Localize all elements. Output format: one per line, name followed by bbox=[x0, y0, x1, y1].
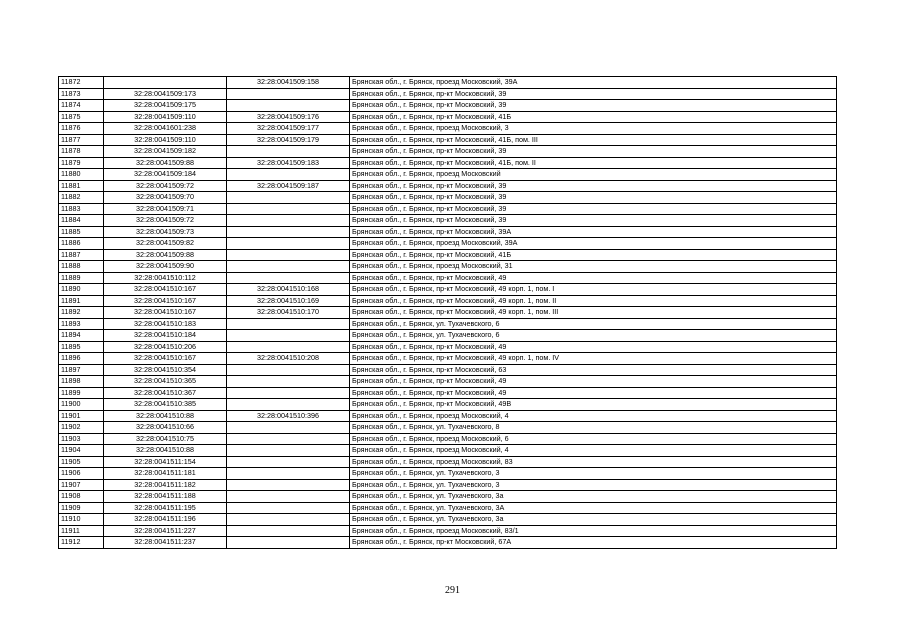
table-row bbox=[59, 387, 837, 399]
row-number-cell: 11897 bbox=[59, 364, 104, 376]
table-row bbox=[59, 479, 837, 491]
table-row bbox=[59, 203, 837, 215]
row-number-cell: 11892 bbox=[59, 307, 104, 319]
address-cell: Брянская обл., г. Брянск, ул. Тухачевского, 6 bbox=[350, 330, 837, 342]
parcel-number-cell: 32:28:0041510:88 bbox=[104, 445, 227, 457]
parcel-number-cell: 32:28:0041509:72 bbox=[104, 180, 227, 192]
address-cell: Брянская обл., г. Брянск, проезд Московский, 4 bbox=[350, 410, 837, 422]
address-cell: Брянская обл., г. Брянск, проезд Московский, 3 bbox=[350, 123, 837, 135]
table-row bbox=[59, 353, 837, 365]
parcel-number-cell: 32:28:0041509:70 bbox=[104, 192, 227, 204]
object-number-cell bbox=[227, 376, 350, 388]
parcel-number-cell: 32:28:0041510:206 bbox=[104, 341, 227, 353]
address-cell: Брянская обл., г. Брянск, проезд Московский, 83 bbox=[350, 456, 837, 468]
row-number-cell: 11873 bbox=[59, 88, 104, 100]
parcel-number-cell: 32:28:0041509:73 bbox=[104, 226, 227, 238]
object-number-cell bbox=[227, 422, 350, 434]
row-number-cell: 11872 bbox=[59, 77, 104, 89]
address-cell: Брянская обл., г. Брянск, пр-кт Московский, 39 bbox=[350, 203, 837, 215]
parcel-number-cell: 32:28:0041510:367 bbox=[104, 387, 227, 399]
parcel-number-cell: 32:28:0041510:88 bbox=[104, 410, 227, 422]
object-number-cell: 32:28:0041510:208 bbox=[227, 353, 350, 365]
object-number-cell bbox=[227, 537, 350, 549]
table-row bbox=[59, 537, 837, 549]
row-number-cell: 11898 bbox=[59, 376, 104, 388]
object-number-cell bbox=[227, 215, 350, 227]
parcel-number-cell: 32:28:0041510:167 bbox=[104, 307, 227, 319]
parcel-number-cell: 32:28:0041509:88 bbox=[104, 157, 227, 169]
parcel-number-cell: 32:28:0041511:188 bbox=[104, 491, 227, 503]
parcel-number-cell: 32:28:0041510:167 bbox=[104, 295, 227, 307]
object-number-cell bbox=[227, 445, 350, 457]
table-row bbox=[59, 341, 837, 353]
row-number-cell: 11888 bbox=[59, 261, 104, 273]
table-row bbox=[59, 318, 837, 330]
object-number-cell bbox=[227, 249, 350, 261]
address-cell: Брянская обл., г. Брянск, пр-кт Московский, 49 bbox=[350, 387, 837, 399]
parcel-number-cell: 32:28:0041509:182 bbox=[104, 146, 227, 158]
table-row bbox=[59, 238, 837, 250]
address-cell: Брянская обл., г. Брянск, проезд Московский, 6 bbox=[350, 433, 837, 445]
address-cell: Брянская обл., г. Брянск, пр-кт Московский, 63 bbox=[350, 364, 837, 376]
object-number-cell bbox=[227, 203, 350, 215]
parcel-number-cell: 32:28:0041511:227 bbox=[104, 525, 227, 537]
parcel-number-cell: 32:28:0041510:183 bbox=[104, 318, 227, 330]
parcel-number-cell: 32:28:0041511:196 bbox=[104, 514, 227, 526]
table-row bbox=[59, 456, 837, 468]
table-row bbox=[59, 410, 837, 422]
object-number-cell: 32:28:0041509:177 bbox=[227, 123, 350, 135]
address-cell: Брянская обл., г. Брянск, проезд Московский, 31 bbox=[350, 261, 837, 273]
parcel-number-cell: 32:28:0041509:71 bbox=[104, 203, 227, 215]
parcel-number-cell: 32:28:0041509:175 bbox=[104, 100, 227, 112]
row-number-cell: 11884 bbox=[59, 215, 104, 227]
row-number-cell: 11900 bbox=[59, 399, 104, 411]
table-row bbox=[59, 502, 837, 514]
address-cell: Брянская обл., г. Брянск, пр-кт Московский, 41Б, пом. II bbox=[350, 157, 837, 169]
address-cell: Брянская обл., г. Брянск, ул. Тухачевского, 3 bbox=[350, 468, 837, 480]
object-number-cell bbox=[227, 272, 350, 284]
table-row bbox=[59, 330, 837, 342]
object-number-cell bbox=[227, 330, 350, 342]
parcel-number-cell: 32:28:0041509:110 bbox=[104, 134, 227, 146]
row-number-cell: 11909 bbox=[59, 502, 104, 514]
object-number-cell: 32:28:0041510:168 bbox=[227, 284, 350, 296]
table-row bbox=[59, 422, 837, 434]
object-number-cell: 32:28:0041509:187 bbox=[227, 180, 350, 192]
row-number-cell: 11883 bbox=[59, 203, 104, 215]
parcel-number-cell: 32:28:0041511:195 bbox=[104, 502, 227, 514]
address-cell: Брянская обл., г. Брянск, пр-кт Московский, 49В bbox=[350, 399, 837, 411]
object-number-cell bbox=[227, 502, 350, 514]
address-cell: Брянская обл., г. Брянск, пр-кт Московский, 49 bbox=[350, 376, 837, 388]
object-number-cell: 32:28:0041509:176 bbox=[227, 111, 350, 123]
table-row bbox=[59, 272, 837, 284]
parcel-number-cell: 32:28:0041510:354 bbox=[104, 364, 227, 376]
row-number-cell: 11877 bbox=[59, 134, 104, 146]
object-number-cell bbox=[227, 226, 350, 238]
row-number-cell: 11894 bbox=[59, 330, 104, 342]
address-cell: Брянская обл., г. Брянск, пр-кт Московский, 67А bbox=[350, 537, 837, 549]
table-row bbox=[59, 445, 837, 457]
parcel-number-cell: 32:28:0041509:173 bbox=[104, 88, 227, 100]
table-row bbox=[59, 111, 837, 123]
row-number-cell: 11910 bbox=[59, 514, 104, 526]
parcel-number-cell: 32:28:0041509:82 bbox=[104, 238, 227, 250]
row-number-cell: 11876 bbox=[59, 123, 104, 135]
object-number-cell bbox=[227, 100, 350, 112]
address-cell: Брянская обл., г. Брянск, ул. Тухачевского, 3а bbox=[350, 514, 837, 526]
table-row bbox=[59, 525, 837, 537]
address-cell: Брянская обл., г. Брянск, проезд Московский, 39А bbox=[350, 77, 837, 89]
address-cell: Брянская обл., г. Брянск, пр-кт Московский, 39 bbox=[350, 88, 837, 100]
table-row bbox=[59, 157, 837, 169]
address-cell: Брянская обл., г. Брянск, пр-кт Московский, 49 корп. 1, пом. IV bbox=[350, 353, 837, 365]
table-row bbox=[59, 180, 837, 192]
table-row bbox=[59, 295, 837, 307]
table-row bbox=[59, 77, 837, 89]
object-number-cell bbox=[227, 341, 350, 353]
object-number-cell bbox=[227, 399, 350, 411]
row-number-cell: 11882 bbox=[59, 192, 104, 204]
address-cell: Брянская обл., г. Брянск, ул. Тухачевского, 3А bbox=[350, 502, 837, 514]
row-number-cell: 11908 bbox=[59, 491, 104, 503]
parcel-number-cell: 32:28:0041511:237 bbox=[104, 537, 227, 549]
object-number-cell bbox=[227, 364, 350, 376]
address-cell: Брянская обл., г. Брянск, пр-кт Московский, 39 bbox=[350, 215, 837, 227]
address-cell: Брянская обл., г. Брянск, пр-кт Московский, 49 корп. 1, пом. III bbox=[350, 307, 837, 319]
row-number-cell: 11893 bbox=[59, 318, 104, 330]
address-cell: Брянская обл., г. Брянск, проезд Московский bbox=[350, 169, 837, 181]
address-cell: Брянская обл., г. Брянск, ул. Тухачевского, 3 bbox=[350, 479, 837, 491]
object-number-cell bbox=[227, 491, 350, 503]
row-number-cell: 11899 bbox=[59, 387, 104, 399]
parcel-number-cell: 32:28:0041511:182 bbox=[104, 479, 227, 491]
row-number-cell: 11890 bbox=[59, 284, 104, 296]
table-row bbox=[59, 468, 837, 480]
parcel-number-cell: 32:28:0041510:167 bbox=[104, 284, 227, 296]
parcel-number-cell: 32:28:0041510:184 bbox=[104, 330, 227, 342]
parcel-number-cell: 32:28:0041510:365 bbox=[104, 376, 227, 388]
row-number-cell: 11881 bbox=[59, 180, 104, 192]
row-number-cell: 11880 bbox=[59, 169, 104, 181]
address-cell: Брянская обл., г. Брянск, пр-кт Московский, 41Б, пом. III bbox=[350, 134, 837, 146]
table-row bbox=[59, 226, 837, 238]
object-number-cell bbox=[227, 456, 350, 468]
row-number-cell: 11874 bbox=[59, 100, 104, 112]
table-row bbox=[59, 364, 837, 376]
table-row bbox=[59, 261, 837, 273]
parcel-number-cell bbox=[104, 77, 227, 89]
address-cell: Брянская обл., г. Брянск, пр-кт Московский, 39 bbox=[350, 100, 837, 112]
row-number-cell: 11905 bbox=[59, 456, 104, 468]
parcel-number-cell: 32:28:0041511:154 bbox=[104, 456, 227, 468]
row-number-cell: 11906 bbox=[59, 468, 104, 480]
page-number: 291 bbox=[445, 585, 460, 596]
parcel-number-cell: 32:28:0041510:75 bbox=[104, 433, 227, 445]
row-number-cell: 11891 bbox=[59, 295, 104, 307]
row-number-cell: 11896 bbox=[59, 353, 104, 365]
object-number-cell bbox=[227, 146, 350, 158]
object-number-cell bbox=[227, 238, 350, 250]
object-number-cell bbox=[227, 525, 350, 537]
object-number-cell: 32:28:0041510:396 bbox=[227, 410, 350, 422]
parcel-number-cell: 32:28:0041510:167 bbox=[104, 353, 227, 365]
object-number-cell: 32:28:0041509:179 bbox=[227, 134, 350, 146]
address-cell: Брянская обл., г. Брянск, пр-кт Московский, 41Б bbox=[350, 111, 837, 123]
row-number-cell: 11902 bbox=[59, 422, 104, 434]
address-cell: Брянская обл., г. Брянск, пр-кт Московский, 39 bbox=[350, 192, 837, 204]
table-row bbox=[59, 399, 837, 411]
address-cell: Брянская обл., г. Брянск, пр-кт Московский, 41Б bbox=[350, 249, 837, 261]
object-number-cell: 32:28:0041509:183 bbox=[227, 157, 350, 169]
address-cell: Брянская обл., г. Брянск, пр-кт Московский, 39 bbox=[350, 146, 837, 158]
address-cell: Брянская обл., г. Брянск, пр-кт Московский, 49 корп. 1, пом. II bbox=[350, 295, 837, 307]
address-cell: Брянская обл., г. Брянск, пр-кт Московский, 49 корп. 1, пом. I bbox=[350, 284, 837, 296]
table-row bbox=[59, 88, 837, 100]
address-cell: Брянская обл., г. Брянск, пр-кт Московский, 39А bbox=[350, 226, 837, 238]
address-cell: Брянская обл., г. Брянск, проезд Московский, 4 bbox=[350, 445, 837, 457]
address-cell: Брянская обл., г. Брянск, пр-кт Московский, 39 bbox=[350, 180, 837, 192]
object-number-cell bbox=[227, 479, 350, 491]
address-cell: Брянская обл., г. Брянск, проезд Московский, 39А bbox=[350, 238, 837, 250]
row-number-cell: 11875 bbox=[59, 111, 104, 123]
parcel-number-cell: 32:28:0041601:238 bbox=[104, 123, 227, 135]
address-cell: Брянская обл., г. Брянск, ул. Тухачевского, 3а bbox=[350, 491, 837, 503]
row-number-cell: 11907 bbox=[59, 479, 104, 491]
object-number-cell bbox=[227, 261, 350, 273]
object-number-cell bbox=[227, 514, 350, 526]
parcel-number-cell: 32:28:0041509:184 bbox=[104, 169, 227, 181]
table-row bbox=[59, 169, 837, 181]
parcel-number-cell: 32:28:0041509:90 bbox=[104, 261, 227, 273]
object-number-cell bbox=[227, 169, 350, 181]
address-cell: Брянская обл., г. Брянск, пр-кт Московский, 49 bbox=[350, 341, 837, 353]
object-number-cell bbox=[227, 88, 350, 100]
row-number-cell: 11895 bbox=[59, 341, 104, 353]
address-cell: Брянская обл., г. Брянск, проезд Московский, 83/1 bbox=[350, 525, 837, 537]
object-number-cell bbox=[227, 192, 350, 204]
address-cell: Брянская обл., г. Брянск, ул. Тухачевского, 8 bbox=[350, 422, 837, 434]
object-number-cell bbox=[227, 387, 350, 399]
table-row bbox=[59, 123, 837, 135]
table-row bbox=[59, 433, 837, 445]
row-number-cell: 11885 bbox=[59, 226, 104, 238]
table-row bbox=[59, 307, 837, 319]
object-number-cell bbox=[227, 318, 350, 330]
object-number-cell: 32:28:0041509:158 bbox=[227, 77, 350, 89]
address-cell: Брянская обл., г. Брянск, ул. Тухачевского, 6 bbox=[350, 318, 837, 330]
address-cell: Брянская обл., г. Брянск, пр-кт Московский, 49 bbox=[350, 272, 837, 284]
table-body bbox=[59, 77, 837, 549]
parcel-number-cell: 32:28:0041509:110 bbox=[104, 111, 227, 123]
row-number-cell: 11901 bbox=[59, 410, 104, 422]
table-row bbox=[59, 215, 837, 227]
table-row bbox=[59, 491, 837, 503]
row-number-cell: 11879 bbox=[59, 157, 104, 169]
parcel-number-cell: 32:28:0041510:66 bbox=[104, 422, 227, 434]
table-row bbox=[59, 284, 837, 296]
parcel-number-cell: 32:28:0041511:181 bbox=[104, 468, 227, 480]
row-number-cell: 11904 bbox=[59, 445, 104, 457]
table-row bbox=[59, 100, 837, 112]
parcel-number-cell: 32:28:0041510:385 bbox=[104, 399, 227, 411]
table-row bbox=[59, 514, 837, 526]
row-number-cell: 11903 bbox=[59, 433, 104, 445]
row-number-cell: 11889 bbox=[59, 272, 104, 284]
object-number-cell: 32:28:0041510:169 bbox=[227, 295, 350, 307]
parcel-number-cell: 32:28:0041510:112 bbox=[104, 272, 227, 284]
parcel-number-cell: 32:28:0041509:88 bbox=[104, 249, 227, 261]
row-number-cell: 11911 bbox=[59, 525, 104, 537]
cadastral-table bbox=[58, 76, 837, 549]
table-row bbox=[59, 376, 837, 388]
object-number-cell: 32:28:0041510:170 bbox=[227, 307, 350, 319]
object-number-cell bbox=[227, 433, 350, 445]
object-number-cell bbox=[227, 468, 350, 480]
parcel-number-cell: 32:28:0041509:72 bbox=[104, 215, 227, 227]
row-number-cell: 11912 bbox=[59, 537, 104, 549]
table-row bbox=[59, 249, 837, 261]
table-row bbox=[59, 146, 837, 158]
row-number-cell: 11878 bbox=[59, 146, 104, 158]
row-number-cell: 11886 bbox=[59, 238, 104, 250]
table-row bbox=[59, 192, 837, 204]
row-number-cell: 11887 bbox=[59, 249, 104, 261]
table-row bbox=[59, 134, 837, 146]
